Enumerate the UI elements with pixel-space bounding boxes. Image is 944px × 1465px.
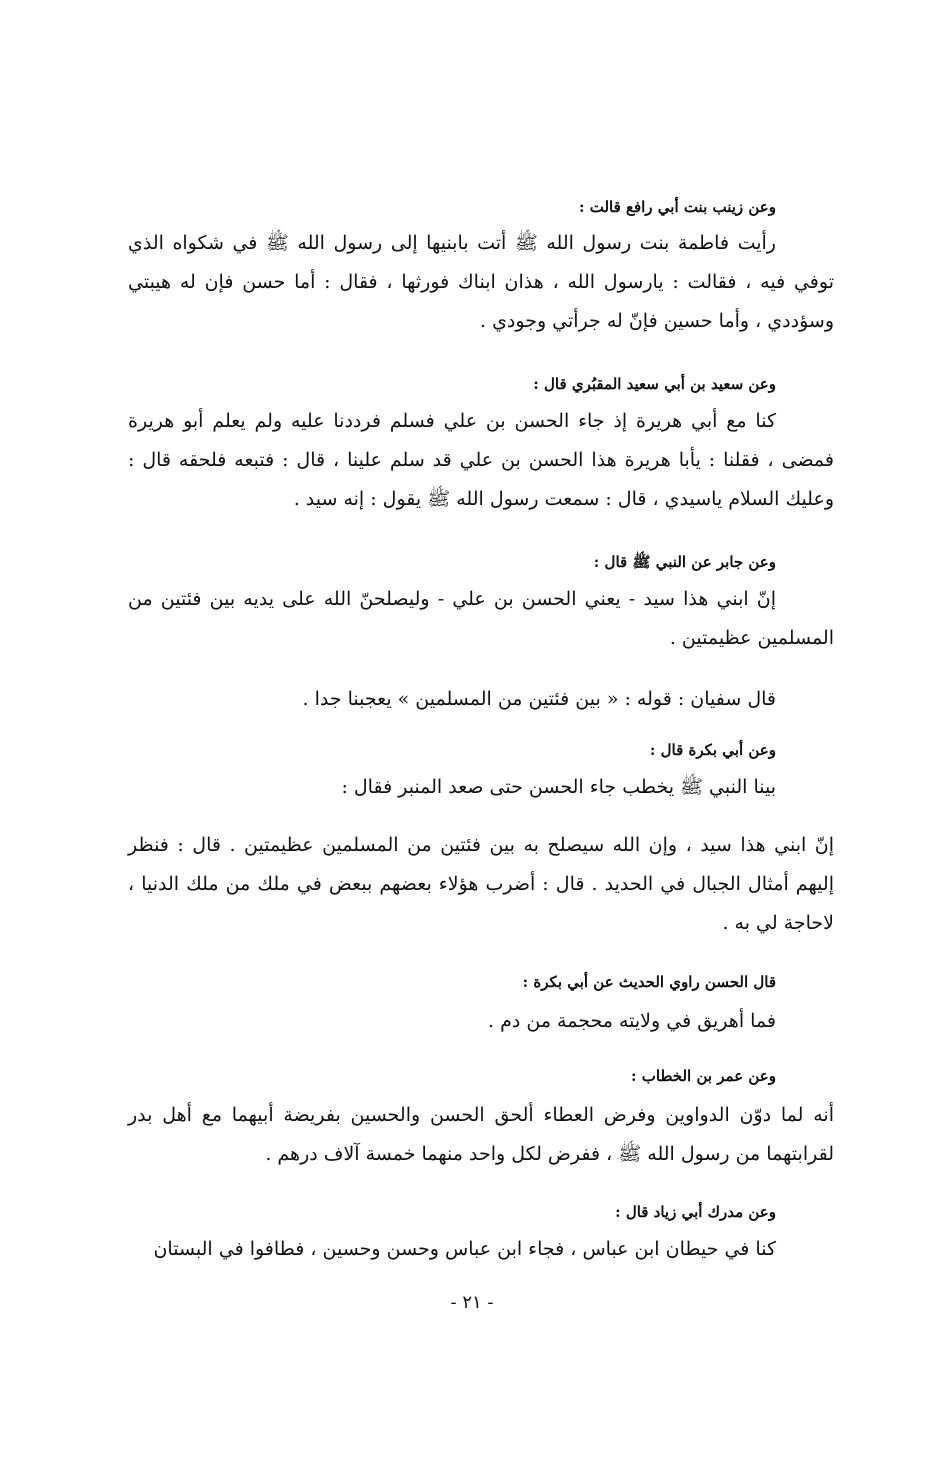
- paragraph-text: كنا في حيطان ابن عباس ، فجاء ابن عباس وحسن وحسين ، فطافوا في البستان: [153, 1238, 776, 1260]
- book-page: [128, 0, 834, 1465]
- section-heading: وعن سعيد بن أبي سعيد المقبُري قال :: [533, 375, 776, 393]
- paragraph-text: إنّ ابني هذا سيد - يعني الحسن بن علي - وليصلحنّ الله على يديه بين فئتين من المسلمين عظيمتين .: [128, 588, 834, 649]
- section-paragraph: [128, 826, 834, 946]
- paragraph-text: بينا النبي ﷺ يخطب جاء الحسن حتى صعد المنبر فقال :: [341, 776, 776, 798]
- section-heading: وعن أبي بكرة قال :: [649, 741, 776, 759]
- section-heading: وعن جابر عن النبي ﷺ قال :: [593, 553, 776, 571]
- section-paragraph: [128, 1230, 834, 1270]
- paragraph-text: إنّ ابني هذا سيد ، وإن الله سيصلح به بين فئتين من المسلمين عظيمتين . قال : فنظر إليهم أمثال الجبال في الحديد . قال : أضرب هؤلاء بعضهم ببعض في ملك من ملك الدنيا ، لاحاجة لي به .: [128, 834, 834, 934]
- section-paragraph: [128, 402, 834, 522]
- paragraph-text: كنا مع أبي هريرة إذ جاء الحسن بن علي فسلم فرددنا عليه ولم يعلم أبو هريرة فمضى ، فقلنا : يأبا هريرة هذا الحسن بن علي قد سلم علينا ، قال : فتبعه فلحقه قال : وعليك السلام ياسيدي ، قال : سمعت رسول الله ﷺ يقول : إنه سيد .: [128, 410, 834, 510]
- section-paragraph: [128, 224, 834, 344]
- paragraph-text: أنه لما دوّن الدواوين وفرض العطاء ألحق الحسن والحسين بفريضة أبيهما مع أهل بدر لقرابتهما من رسول الله ﷺ ، ففرض لكل واحد منهما خمسة آلاف درهم .: [128, 1104, 834, 1165]
- paragraph-text: فما أهريق في ولايته محجمة من دم .: [488, 1010, 776, 1032]
- paragraph-text: رأيت فاطمة بنت رسول الله ﷺ أتت بابنيها إلى رسول الله ﷺ في شكواه الذي توفي فيه ، فقالت : يارسول الله ، هذان ابناك فورثها ، فقال : أما حسن فإن له هيبتي وسؤددي ، وأما حسين فإنّ له جرأتي وجودي .: [128, 232, 834, 332]
- section-paragraph: [128, 768, 834, 808]
- section-paragraph: [128, 1096, 834, 1176]
- section-heading: قال الحسن راوي الحديث عن أبي بكرة :: [522, 973, 776, 991]
- section-heading: وعن مدرك أبي زياد قال :: [615, 1203, 776, 1221]
- section-paragraph: [128, 580, 834, 660]
- section-heading: وعن زينب بنت أبي رافع قالت :: [578, 198, 776, 216]
- section-paragraph: [128, 1002, 834, 1042]
- section-heading: وعن عمر بن الخطاب :: [631, 1067, 776, 1085]
- section-paragraph: [128, 680, 834, 720]
- page-number: - ٢١ -: [450, 1292, 494, 1313]
- paragraph-text: قال سفيان : قوله : « بين فئتين من المسلمين » يعجبنا جدا .: [302, 688, 776, 710]
